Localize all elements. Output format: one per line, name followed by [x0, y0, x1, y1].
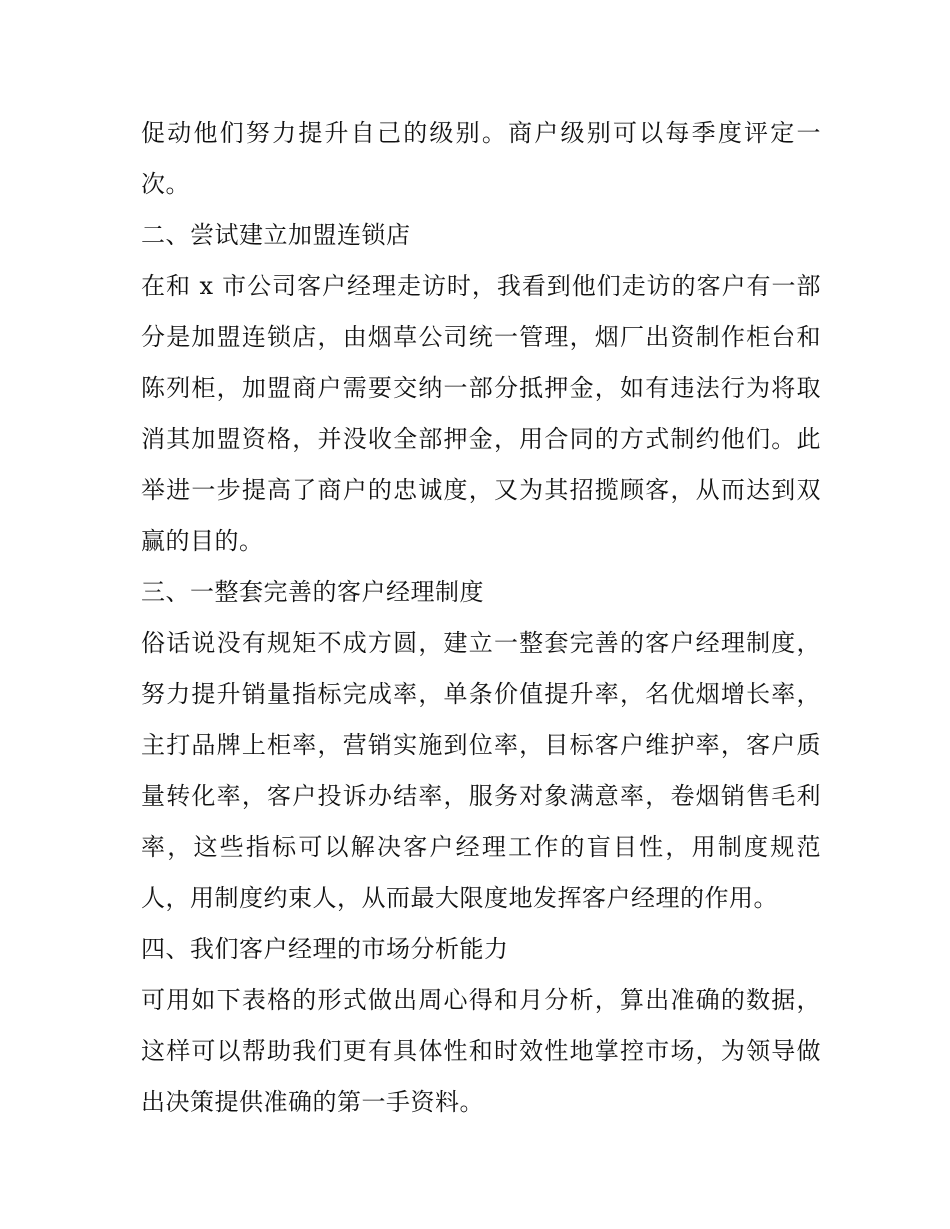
section-heading-market-analysis: 四、我们客户经理的市场分析能力	[141, 935, 509, 963]
section-heading-manager-system: 三、一整套完善的客户经理制度	[141, 578, 484, 606]
document-body	[141, 108, 821, 1128]
paragraph-manager-system: 俗话说没有规矩不成方圆，建立一整套完善的客户经理制度，努力提升销量指标完成率，单条价值提升率，名优烟增长率，主打品牌上柜率，营销实施到位率，目标客户维护率，客户质量转化率，客户投诉办结率，服务对象满意率，卷烟销售毛利率，这些指标可以解决客户经理工作的盲目性，用制度规范人，用制度约束人，从而最大限度地发挥客户经理的作用。	[141, 629, 821, 912]
section-heading-franchise: 二、尝试建立加盟连锁店	[141, 221, 411, 249]
paragraph-franchise: 在和 x 市公司客户经理走访时，我看到他们走访的客户有一部分是加盟连锁店，由烟草公司统一管理，烟厂出资制作柜台和陈列柜，加盟商户需要交纳一部分抵押金，如有违法行为将取消其加盟资格，并没收全部押金，用合同的方式制约他们。此举进一步提高了商户的忠诚度，又为其招揽顾客，从而达到双赢的目的。	[141, 272, 821, 555]
paragraph-level-review: 促动他们努力提升自己的级别。商户级别可以每季度评定一次。	[141, 119, 821, 198]
paragraph-market-analysis: 可用如下表格的形式做出周心得和月分析，算出准确的数据，这样可以帮助我们更有具体性和时效性地掌控市场，为领导做出决策提供准确的第一手资料。	[141, 986, 821, 1116]
